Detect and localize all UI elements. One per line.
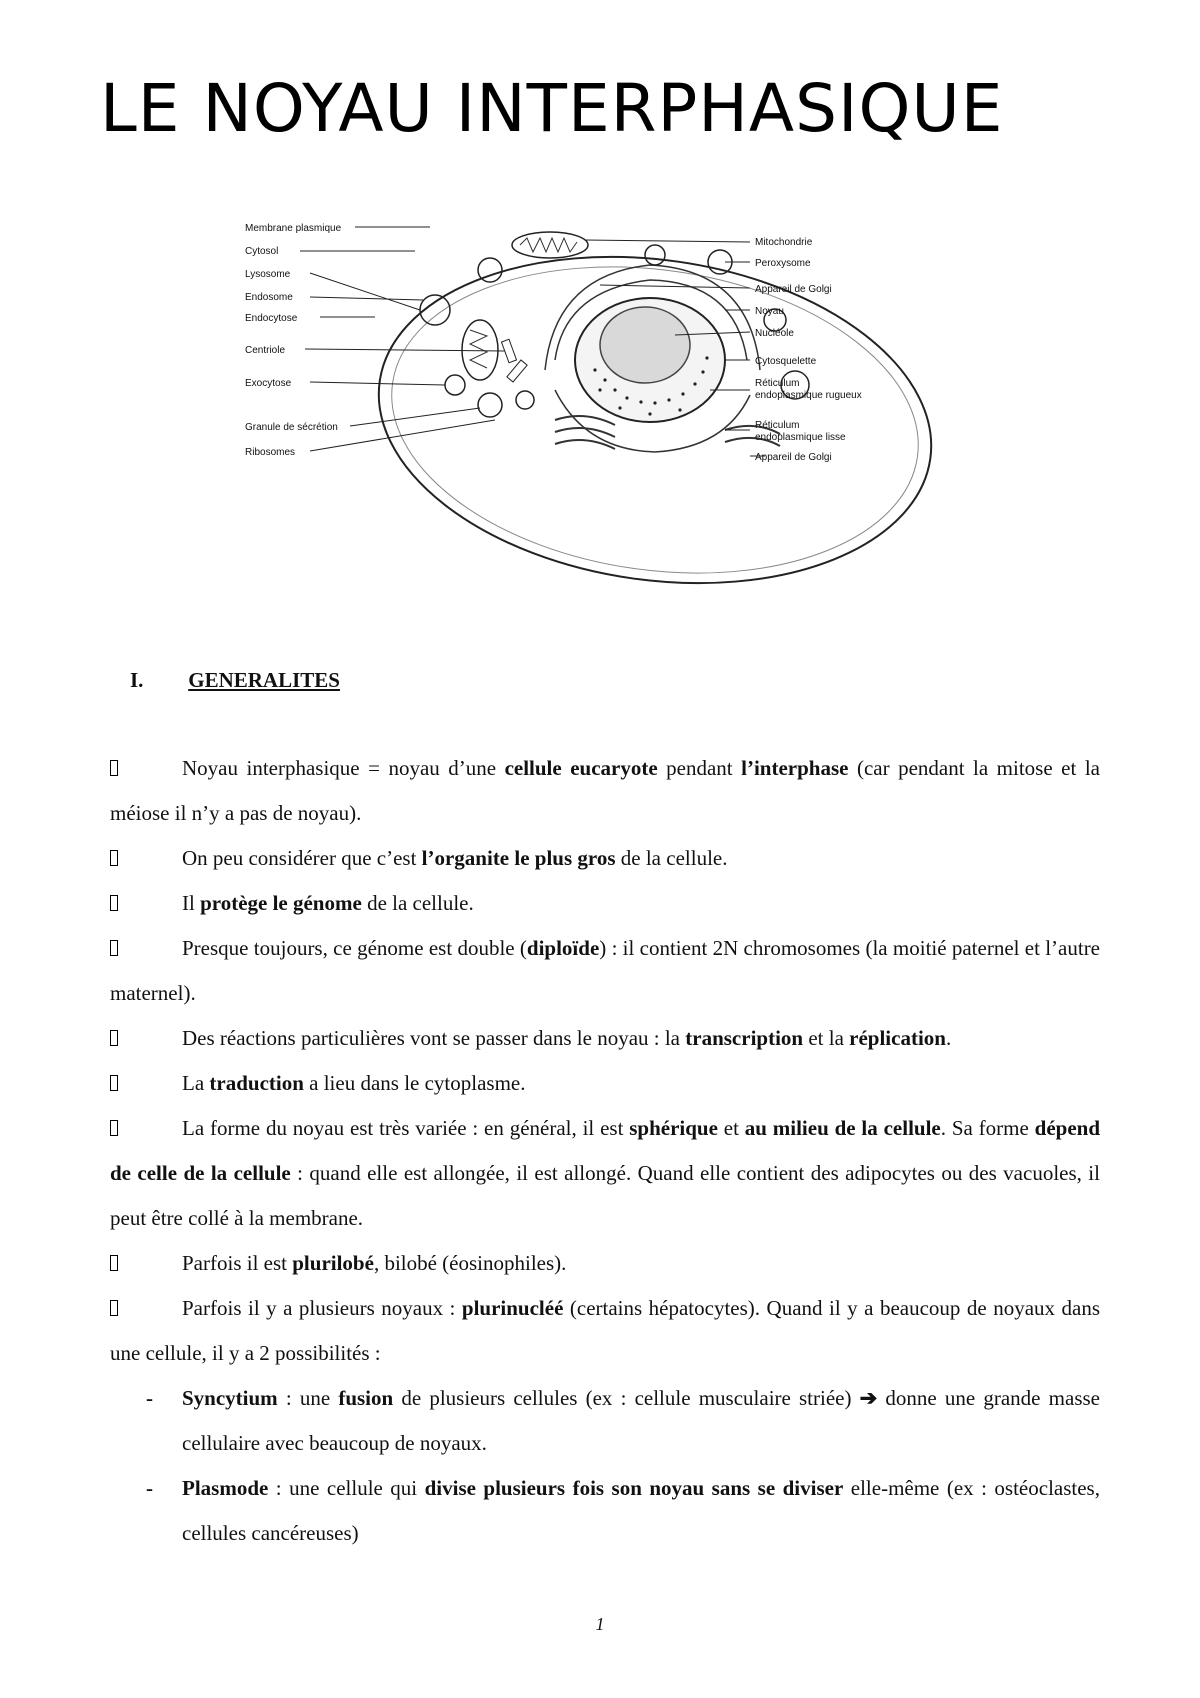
text: , bilobé (éosinophiles). [373,1251,567,1275]
diagram-label-endosome: Endosome [245,292,293,303]
diagram-label-granule: Granule de sécrétion [245,422,338,433]
bullet-item [110,1016,1100,1061]
bold-term: divise plusieurs fois son noyau sans se diviser [424,1476,844,1500]
text: et la [803,1026,850,1050]
text: Il [182,891,201,915]
bullet-item [110,746,1100,836]
bullet-marker-icon [110,1255,118,1271]
bold-term: sphérique [629,1116,718,1140]
bullet-marker-icon [110,1300,118,1316]
dash-marker: - [146,1386,153,1410]
text: Presque toujours, ce génome est double ( [182,936,527,960]
diagram-label-noyau: Noyau [755,306,784,317]
diagram-label-golgi-2: Appareil de Golgi [755,452,832,463]
diagram-label-membrane: Membrane plasmique [245,223,342,234]
bold-term: plurinucléé [461,1296,564,1320]
text: Noyau interphasique = noyau d’une [182,756,505,780]
bold-term: l’interphase [741,756,849,780]
text: La forme du noyau est très variée : en général, il est [182,1116,630,1140]
diagram-label-peroxysome: Peroxysome [755,258,811,269]
bullet-marker-icon [110,895,118,911]
arrow-icon: ➔ [859,1386,878,1410]
bullet-marker-icon [110,1075,118,1091]
diagram-label-mitochondrie: Mitochondrie [755,237,813,248]
dash-marker: - [146,1476,153,1500]
text: : une [277,1386,339,1410]
diagram-label-exocytose: Exocytose [245,378,292,389]
text: : quand elle est allongée, il est allongé. Quand elle contient des adipocytes ou des vacuoles, il peut être collé à la membrane. [110,1161,1100,1230]
diagram-label-centriole: Centriole [245,345,286,356]
text: . Sa forme [940,1116,1035,1140]
bullet-marker-icon [110,940,118,956]
diagram-label-cytosquelette: Cytosquelette [755,356,817,367]
diagram-label-rer: endoplasmique rugueux [755,390,862,401]
text: donne une grande masse cellulaire avec beaucoup de noyaux. [182,1386,1100,1455]
sub-list-item [110,1466,1100,1556]
bold-term: fusion [338,1386,394,1410]
text: elle-même (ex : ostéoclastes, cellules cancéreuses) [182,1476,1100,1545]
bullet-item [110,1061,1100,1106]
bullet-item [110,926,1100,1016]
bullet-marker-icon [110,1030,118,1046]
bold-term: traduction [209,1071,304,1095]
text: Parfois il y a plusieurs noyaux : [182,1296,462,1320]
cell-diagram-svg [245,220,955,610]
page-number: 1 [595,1614,605,1634]
text: de la cellule. [615,846,728,870]
bold-term: plurilobé [292,1251,374,1275]
text: de plusieurs cellules (ex : cellule musculaire striée) [393,1386,860,1410]
diagram-label-nucleole: Nucléole [755,328,794,339]
text: : une cellule qui [268,1476,425,1500]
bullet-item [110,1106,1100,1241]
bullet-marker-icon [110,1120,118,1136]
bullet-item [110,1241,1100,1286]
text: a lieu dans le cytoplasme. [303,1071,526,1095]
text: de la cellule. [361,891,474,915]
diagram-label-lysosome: Lysosome [245,269,291,280]
bold-term: Plasmode [182,1476,269,1500]
bold-term: cellule eucaryote [504,756,658,780]
diagram-label-reticulum-2: Réticulum [755,420,800,431]
text: et [717,1116,745,1140]
section-title: GENERALITES [188,668,340,692]
text: La [182,1071,210,1095]
diagram-label-ribosomes: Ribosomes [245,447,296,458]
text: pendant [657,756,742,780]
bold-term: au milieu de la cellule [744,1116,941,1140]
sub-list-item [110,1376,1100,1466]
diagram-label-reticulum-1: Réticulum [755,378,800,389]
bullet-list [110,746,1100,1556]
bullet-item [110,836,1100,881]
text: (certains hépatocytes). Quand il y a beaucoup de noyaux dans une cellule, il y a 2 possibilités : [110,1296,1101,1365]
text: (car pendant la mitose et la méiose il n’y a pas de noyau). [110,756,1100,825]
bullet-item [110,1286,1100,1376]
bold-term: dépend de celle de la cellule [110,1116,1100,1185]
diagram-label-endocytose: Endocytose [245,313,298,324]
diagram-label-golgi-1: Appareil de Golgi [755,284,832,295]
bold-term: transcription [685,1026,804,1050]
bold-term: protège le génome [200,891,362,915]
text: ) : il contient 2N chromosomes (la moitié paternel et l’autre maternel). [110,936,1101,1005]
text: Parfois il est [182,1251,293,1275]
bullet-marker-icon [110,760,118,776]
bold-term: réplication [849,1026,946,1050]
section-number: I. [130,668,144,692]
diagram-label-rel: endoplasmique lisse [755,432,846,443]
text: Des réactions particulières vont se passer dans le noyau : la [182,1026,686,1050]
text: On peu considérer que c’est [182,846,422,870]
bold-term: diploïde [526,936,600,960]
diagram-label-cytosol: Cytosol [245,246,279,257]
text: . [945,1026,952,1050]
bold-term: Syncytium [182,1386,278,1410]
cell-diagram [245,220,955,610]
bold-term: l’organite le plus gros [421,846,616,870]
page-title: LE NOYAU INTERPHASIQUE [100,70,1004,147]
section-heading [130,668,340,693]
bullet-item [110,881,1100,926]
bullet-marker-icon [110,850,118,866]
